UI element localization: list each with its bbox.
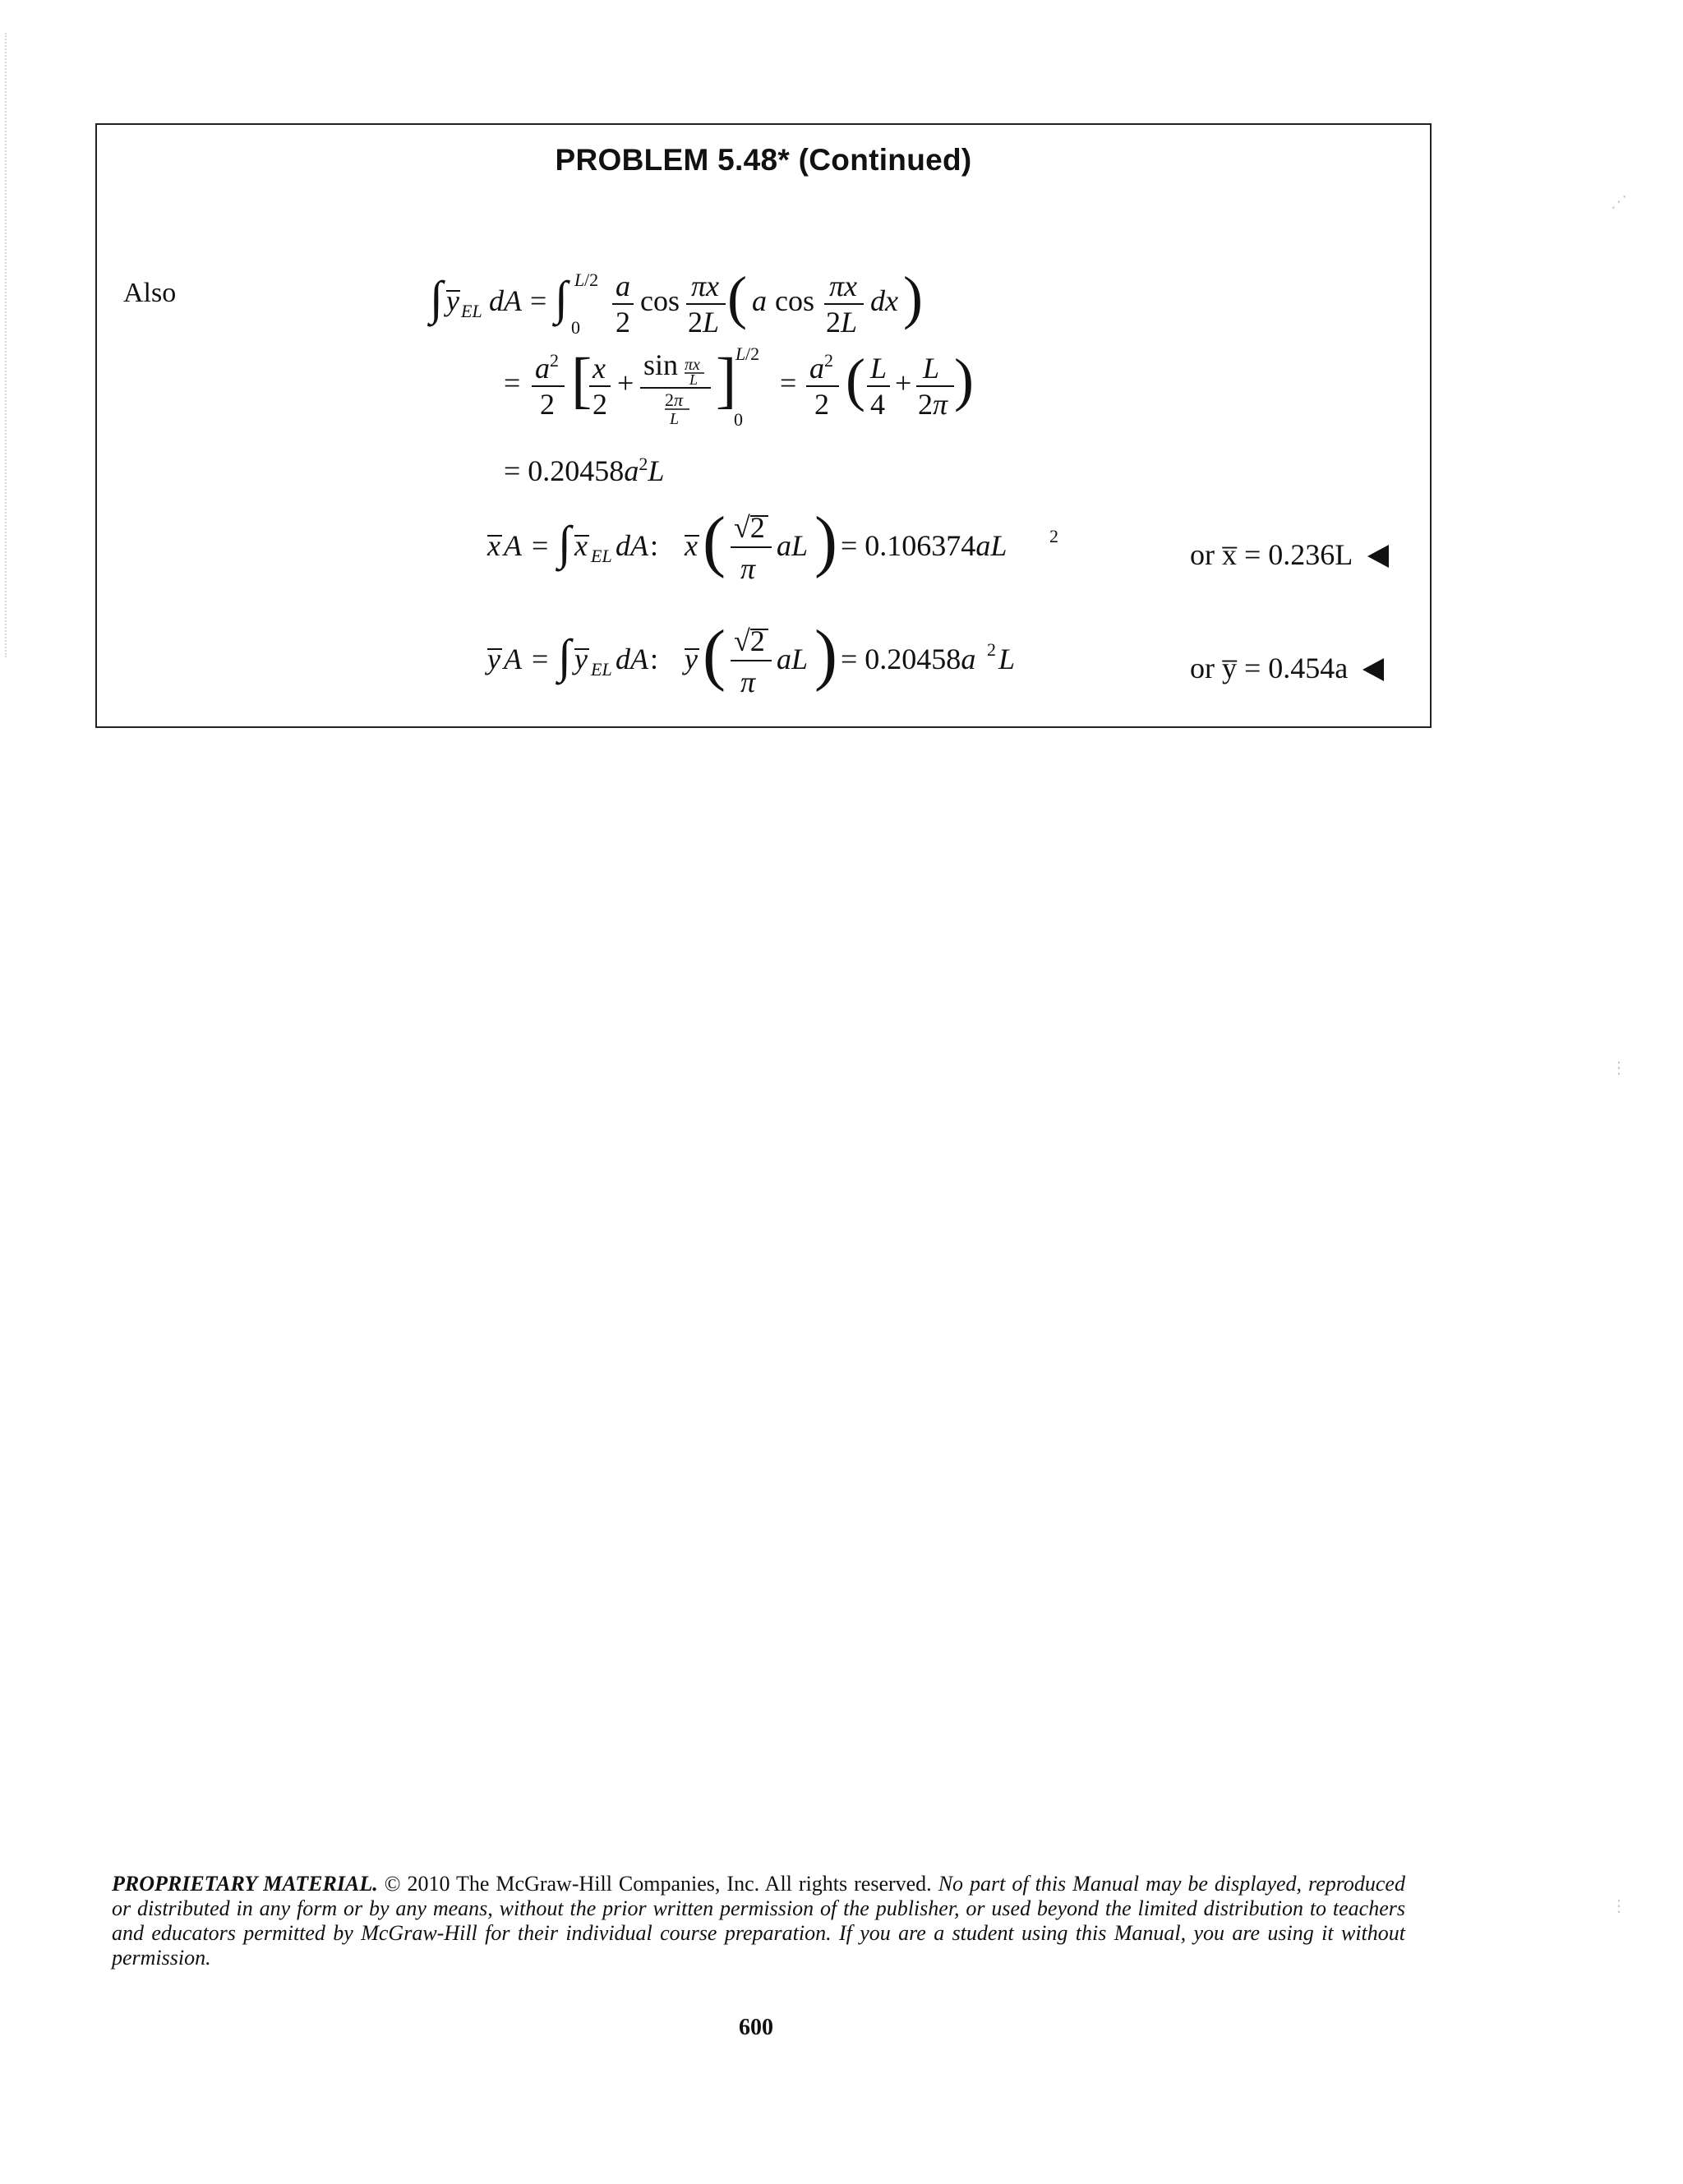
svg-text:a: a <box>535 352 550 385</box>
svg-text:πx: πx <box>691 270 720 302</box>
answer-xbar <box>1190 537 1389 572</box>
svg-text:): ) <box>814 616 837 693</box>
scan-speck: ⋮ <box>1611 1897 1627 1915</box>
svg-text:): ) <box>954 347 974 412</box>
answer-arrow-icon <box>1367 545 1389 568</box>
svg-text:a: a <box>616 270 630 302</box>
svg-text:]: ] <box>716 346 737 415</box>
svg-text:y: y <box>446 284 459 317</box>
problem-box <box>95 123 1432 728</box>
svg-text:2π: 2π <box>918 388 948 421</box>
svg-text:a: a <box>752 284 767 317</box>
svg-text:(: ( <box>727 265 747 330</box>
equation-4-graphic <box>487 501 1079 598</box>
svg-text:∫: ∫ <box>555 271 568 325</box>
scan-speck: ⋮ <box>1611 1059 1627 1077</box>
svg-text:2L: 2L <box>688 306 720 339</box>
svg-text:2L: 2L <box>826 306 858 339</box>
scan-edge-marks <box>5 33 10 657</box>
equation-result-ydA: = $0.20458a^2L$ <box>504 454 665 487</box>
scan-speck: ⋰ <box>1611 193 1627 211</box>
svg-text:0: 0 <box>734 409 743 430</box>
svg-text:= 0.106374aL: = 0.106374aL <box>841 529 1007 562</box>
svg-text:L: L <box>574 270 585 290</box>
equation-2-graphic <box>504 343 974 435</box>
svg-text:): ) <box>903 265 923 330</box>
svg-text:2: 2 <box>593 388 607 421</box>
svg-text:2: 2 <box>987 639 996 660</box>
svg-text:2π: 2π <box>665 389 684 410</box>
svg-text:L: L <box>735 343 746 364</box>
svg-text:π: π <box>740 552 756 585</box>
svg-text:+: + <box>895 366 912 399</box>
svg-text:dA: dA <box>616 643 648 675</box>
svg-text:L: L <box>998 643 1016 675</box>
svg-text:dA: dA <box>616 529 648 562</box>
svg-text:aL: aL <box>777 529 809 562</box>
svg-text:/2: /2 <box>584 270 599 290</box>
svg-text:dx: dx <box>870 284 898 317</box>
svg-text:[: [ <box>571 346 593 415</box>
svg-text:4: 4 <box>870 388 885 421</box>
footer-lead: PROPRIETARY MATERIAL. <box>112 1872 378 1896</box>
equation-1-graphic <box>430 263 939 353</box>
svg-text:πx: πx <box>685 356 700 374</box>
svg-text:(: ( <box>703 616 726 693</box>
svg-text:= 0.20458a: = 0.20458a <box>841 643 976 675</box>
svg-text:(: ( <box>703 503 726 579</box>
answer-ybar <box>1190 651 1384 685</box>
svg-text:y: y <box>574 643 588 675</box>
svg-text:A: A <box>504 529 522 562</box>
also-label: Also <box>123 278 177 308</box>
svg-text:L: L <box>670 410 680 428</box>
svg-text::: : <box>650 529 659 562</box>
svg-text:=: = <box>780 366 797 399</box>
svg-text:EL: EL <box>591 659 612 680</box>
svg-text:=: = <box>530 284 547 317</box>
svg-text:y: y <box>685 643 698 675</box>
answer-xbar-text: or x̅ = 0.236L <box>1190 538 1353 571</box>
svg-text:EL: EL <box>591 546 612 566</box>
svg-text:2: 2 <box>550 350 559 371</box>
equation-5-graphic <box>487 615 1079 712</box>
svg-text:x: x <box>685 529 698 562</box>
svg-text::: : <box>650 643 659 675</box>
footer-notice: No part of this Manual may be displayed, reproduced or distributed in any form or by any means, without the prior written permission of the publisher, or used beyond the limited distribution to teachers and educators permitted by McGraw-Hill for their individual course preparation. If you are a student using this Manual, you are using it without permission. <box>112 1872 1405 1970</box>
svg-text:∫: ∫ <box>558 629 571 683</box>
svg-text:x: x <box>487 529 500 562</box>
answer-ybar-text: or y̅ = 0.454a <box>1190 652 1349 684</box>
svg-text:/2: /2 <box>745 343 760 364</box>
svg-text:(: ( <box>846 347 865 412</box>
svg-text:2: 2 <box>1049 526 1058 546</box>
svg-text:2: 2 <box>814 388 829 421</box>
svg-text:πx: πx <box>829 270 858 302</box>
svg-text:x: x <box>574 529 588 562</box>
svg-text:a: a <box>809 352 824 385</box>
answer-arrow-icon <box>1363 658 1384 681</box>
svg-text:π: π <box>740 666 756 698</box>
svg-text:L: L <box>870 352 888 385</box>
svg-text:√2: √2 <box>734 511 765 544</box>
svg-text:x: x <box>593 352 606 385</box>
svg-text:+: + <box>617 366 634 399</box>
svg-text:∫: ∫ <box>558 516 571 569</box>
svg-text:EL: EL <box>461 301 482 321</box>
svg-text:): ) <box>814 503 837 579</box>
svg-text:sin: sin <box>643 348 679 381</box>
svg-text:aL: aL <box>777 643 809 675</box>
svg-text:√2: √2 <box>734 624 765 657</box>
svg-text:=: = <box>504 366 521 399</box>
page-number: 600 <box>739 2015 773 2040</box>
svg-text:2: 2 <box>540 388 555 421</box>
svg-text:L: L <box>923 352 940 385</box>
svg-text:2: 2 <box>616 306 630 339</box>
svg-text:y: y <box>487 643 500 675</box>
svg-text:=: = <box>532 643 549 675</box>
svg-text:2: 2 <box>824 350 833 371</box>
svg-text:L: L <box>689 371 699 388</box>
svg-text:dA: dA <box>489 284 522 317</box>
svg-text:=: = <box>532 529 549 562</box>
svg-text:0: 0 <box>571 317 580 338</box>
svg-text:A: A <box>504 643 522 675</box>
svg-text:cos: cos <box>775 284 814 317</box>
copyright-footer <box>112 1872 1405 1970</box>
footer-copyright: © 2010 The McGraw-Hill Companies, Inc. All rights reserved. <box>377 1872 938 1896</box>
problem-title: PROBLEM 5.48* (Continued) <box>555 143 972 177</box>
svg-text:∫: ∫ <box>430 271 443 325</box>
svg-text:cos: cos <box>640 284 680 317</box>
